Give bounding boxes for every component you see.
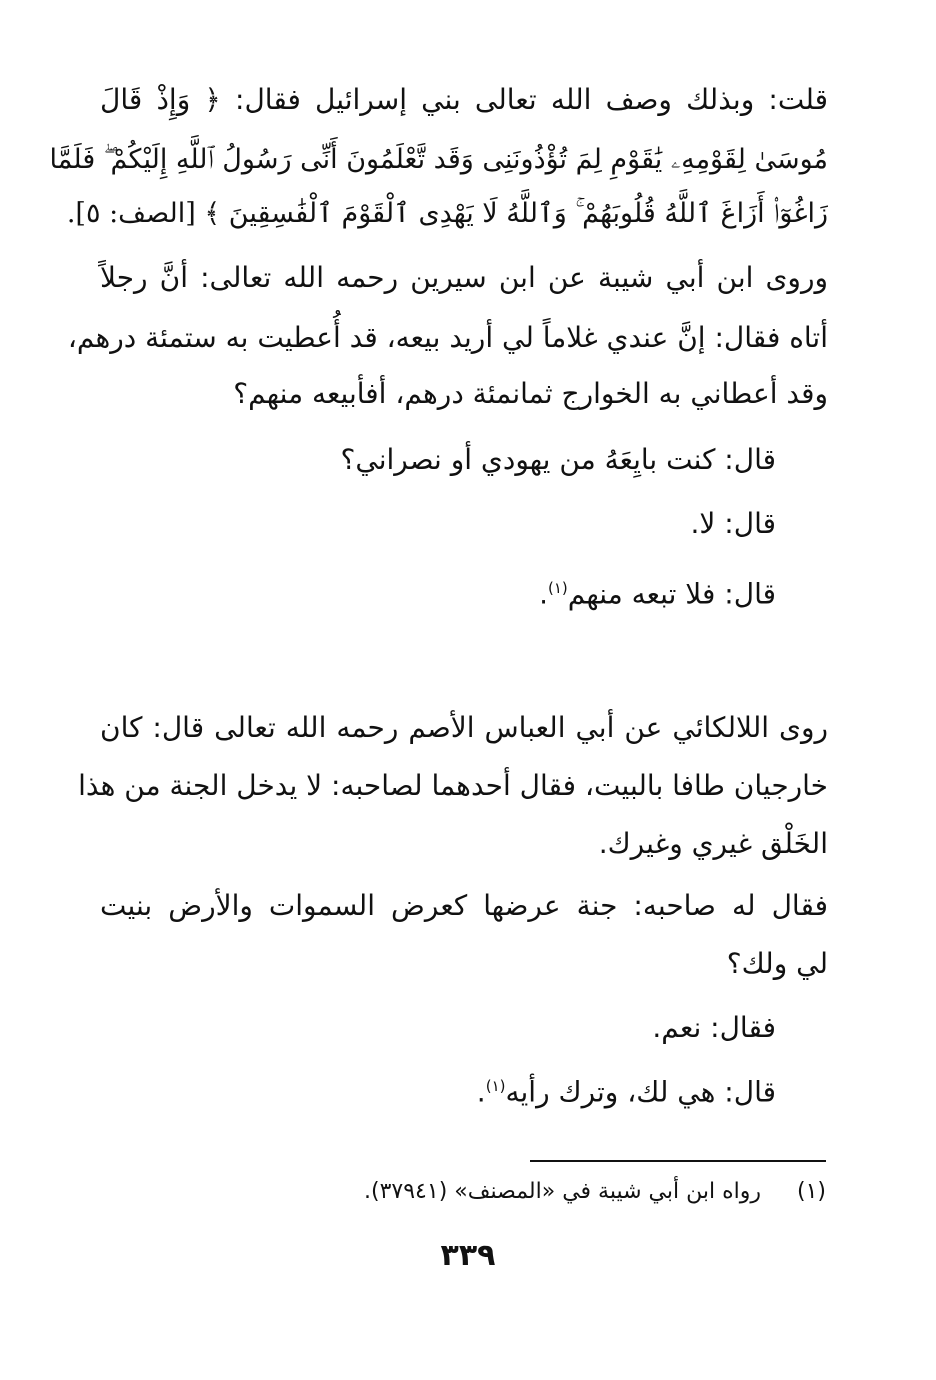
footnote-ref: (١) xyxy=(485,1077,506,1095)
footnote-ref: (١) xyxy=(547,579,568,597)
sentence-end: . xyxy=(476,1075,486,1109)
dialogue-text: قال: هي لك، وترك رأيه xyxy=(505,1075,776,1109)
dialogue-line: فقال: نعم. xyxy=(652,1011,776,1044)
dialogue-line xyxy=(100,568,776,614)
footnote-text: رواه ابن أبي شيبة في «المصنف» (٣٧٩٤١). xyxy=(364,1179,761,1204)
quran-verse-line: مُوسَىٰ لِقَوْمِهِۦ يَٰقَوْمِ لِمَ تُؤْذُونَنِى وَقَد تَّعْلَمُونَ أَنِّى رَسُولُ ٱللَّهِ إِلَيْكُمْ ۖ فَلَمَّا xyxy=(49,144,828,175)
text-line: لي ولك؟ xyxy=(726,947,828,980)
footnote-separator xyxy=(530,1160,826,1162)
text-line: روى اللالكائي عن أبي العباس الأصم رحمه الله تعالى قال: كان xyxy=(100,711,828,744)
dialogue-line xyxy=(100,1066,776,1112)
footnote-number: (١) xyxy=(796,1179,826,1204)
text-line: فقال له صاحبه: جنة عرضها كعرض السموات والأرض بنيت xyxy=(100,889,828,922)
text-line: قلت: وبذلك وصف الله تعالى بني إسرائيل فقال: ﴿ وَإِذْ قَالَ xyxy=(100,83,828,116)
dialogue-line: قال: لا. xyxy=(690,507,776,540)
text-line: خارجيان طافا بالبيت، فقال أحدهما لصاحبه: لا يدخل الجنة من هذا xyxy=(78,769,828,802)
sentence-end: . xyxy=(539,577,548,611)
footnote xyxy=(364,1175,826,1209)
quran-verse-line: زَاغُوٓا۟ أَزَاغَ ٱللَّهُ قُلُوبَهُمْ ۚ وَٱللَّهُ لَا يَهْدِى ٱلْقَوْمَ ٱلْفَٰسِقِينَ ﴾ [الصف: ٥]. xyxy=(66,198,828,229)
dialogue-text: قال: فلا تبعه منهم xyxy=(567,577,776,611)
text-line: وقد أعطاني به الخوارج ثمانمئة درهم، أفأبيعه منهم؟ xyxy=(233,377,828,410)
text-line: وروى ابن أبي شيبة عن ابن سيرين رحمه الله تعالى: أنَّ رجلاً xyxy=(100,261,828,294)
text-line: الخَلْق غيري وغيرك. xyxy=(598,827,828,860)
text-line: أتاه فقال: إنَّ عندي غلاماً لي أريد بيعه، قد أُعطيت به ستمئة درهم، xyxy=(67,321,828,354)
page-number: ٣٣٩ xyxy=(440,1238,496,1273)
dialogue-line: قال: كنت بايِعَهُ من يهودي أو نصراني؟ xyxy=(340,443,776,476)
